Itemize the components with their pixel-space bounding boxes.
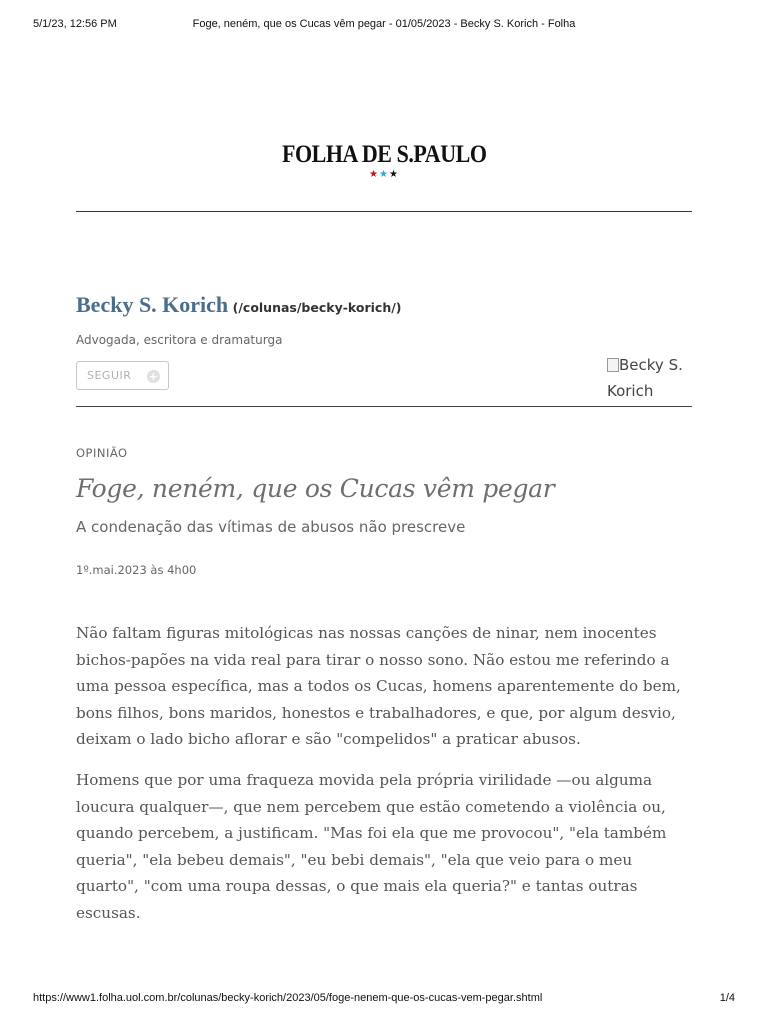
print-footer: [0, 990, 768, 1010]
print-document-title: Foge, neném, que os Cucas vêm pegar - 01/05/2023 - Becky S. Korich - Folha: [192, 18, 576, 30]
author-url[interactable]: (/colunas/becky-korich/): [232, 300, 402, 315]
star-icon: ★: [388, 169, 399, 180]
star-icon: ★: [379, 169, 389, 180]
print-url: https://www1.folha.uol.com.br/colunas/becky-korich/2023/05/foge-nenem-que-os-cucas-vem-pegar.shtml: [33, 992, 543, 1004]
site-logo[interactable]: [0, 140, 768, 180]
broken-image-icon: [607, 358, 619, 372]
paragraph-text: Homens que por uma fraqueza movida pela própria virilidade —ou alguma loucura qualquer—, que nem percebem que estão cometendo a violência ou, quando percebem, a justificam. "Mas foi ela que me provocou", "ela também queria", "ela bebeu demais", "eu bebi demais", "ela que veio para o meu quarto", "com uma roupa dessas, o que mais ela queria?" e tantas outras escusas.: [76, 771, 667, 922]
author-photo-alt: Becky S. Korich: [607, 356, 683, 400]
author-bio: Advogada, escritora e dramaturga: [76, 333, 283, 347]
paragraph-text: Não faltam figuras mitológicas nas nossas canções de ninar, nem inocentes bichos-papões na vida real para tirar o nosso sono. Não estou me referindo a uma pessoa específica, mas a todos os Cucas, homens aparentemente do bem, bons filhos, bons maridos, honestos e trabalhadores, e que, por algum desvio, deixam o lado bicho aflorar e são "compelidos" a praticar abusos.: [76, 624, 681, 748]
logo-wordmark: FOLHA DE S.PAULO: [281, 141, 487, 168]
logo-stars: [0, 170, 768, 180]
author-photo: [607, 352, 697, 404]
article-paragraph: [76, 620, 696, 753]
print-header: [0, 14, 768, 34]
follow-label: SEGUIR: [87, 369, 132, 382]
plus-circle-icon: +: [148, 370, 159, 383]
article-dateline: 1º.mai.2023 às 4h00: [76, 563, 197, 577]
follow-button[interactable]: [76, 361, 169, 390]
author-divider: [76, 406, 692, 407]
print-page-number: 1/4: [719, 992, 735, 1004]
article-headline: Foge, neném, que os Cucas vêm pegar: [76, 474, 555, 503]
header-divider: [76, 211, 692, 212]
star-icon: ★: [369, 169, 380, 180]
article-paragraph: [76, 767, 696, 926]
article-subtitle: A condenação das vítimas de abusos não prescreve: [76, 518, 466, 536]
print-date: 5/1/23, 12:56 PM: [33, 18, 117, 30]
article-kicker[interactable]: OPINIÃO: [76, 446, 128, 460]
author-name-link[interactable]: Becky S. Korich: [76, 292, 229, 317]
author-heading: [76, 292, 596, 318]
